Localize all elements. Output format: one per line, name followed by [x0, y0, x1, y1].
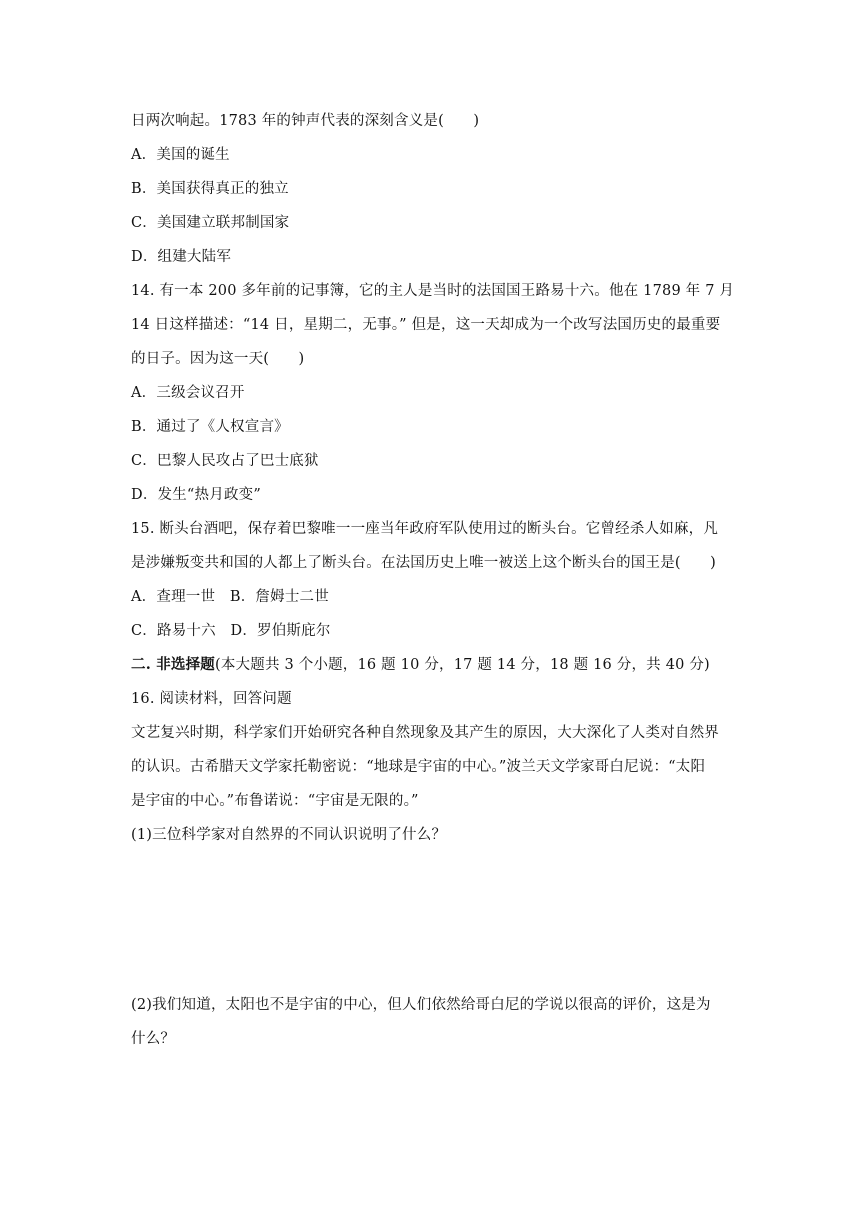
q13-stem-tail: 日两次响起。1783 年的钟声代表的深刻含义是( ) [131, 113, 480, 129]
q13-option-a: A．美国的诞生 [131, 147, 230, 163]
q14-option-c: C．巴黎人民攻占了巴士底狱 [131, 453, 319, 469]
q14-stem-line-2: 14 日这样描述：“14 日，星期二，无事。” 但是，这一天却成为一个改写法国历史的最重要 [131, 317, 721, 333]
q15-options-cd: C．路易十六 D．罗伯斯庇尔 [131, 623, 331, 639]
q14-option-b: B．通过了《人权宣言》 [131, 419, 289, 435]
q16-subquestion-2-line-1: (2)我们知道，太阳也不是宇宙的中心，但人们依然给哥白尼的学说以很高的评价，这是为 [131, 997, 711, 1013]
q14-option-d: D．发生“热月政变” [131, 487, 261, 503]
section-2-title: 二. 非选择题 [131, 656, 215, 673]
section-2-note: (本大题共 3 个小题，16 题 10 分，17 题 14 分，18 题 16 分，共 40 分) [215, 657, 710, 673]
q13-option-b: B．美国获得真正的独立 [131, 181, 289, 197]
q16-subquestion-1: (1)三位科学家对自然界的不同认识说明了什么？ [131, 827, 447, 843]
q16-subquestion-2-line-2: 什么？ [131, 1031, 176, 1047]
q13-option-c: C．美国建立联邦制国家 [131, 215, 290, 231]
q14-stem-line-3: 的日子。因为这一天( ) [131, 351, 305, 367]
q15-stem-line-2: 是涉嫌叛变共和国的人都上了断头台。在法国历史上唯一被送上这个断头台的国王是( ) [131, 555, 717, 571]
q16-material-line-3: 是宇宙的中心。”布鲁诺说：“宇宙是无限的。” [131, 793, 419, 809]
q13-option-d: D．组建大陆军 [131, 249, 232, 265]
q15-options-ab: A．查理一世 B．詹姆士二世 [131, 589, 329, 605]
q16-material-line-2: 的认识。古希腊天文学家托勒密说：“地球是宇宙的中心。”波兰天文学家哥白尼说：“太阳 [131, 759, 706, 775]
section-2-header [131, 655, 710, 675]
q15-stem-line-1: 15. 断头台酒吧，保存着巴黎唯一一座当年政府军队使用过的断头台。它曾经杀人如麻，凡 [131, 521, 719, 537]
q14-option-a: A．三级会议召开 [131, 385, 245, 401]
q14-stem-line-1: 14. 有一本 200 多年前的记事簿，它的主人是当时的法国国王路易十六。他在 1789 年 7 月 [131, 283, 735, 299]
q16-heading: 16. 阅读材料，回答问题 [131, 691, 292, 707]
q16-material-line-1: 文艺复兴时期，科学家们开始研究各种自然现象及其产生的原因，大大深化了人类对自然界 [131, 725, 719, 741]
